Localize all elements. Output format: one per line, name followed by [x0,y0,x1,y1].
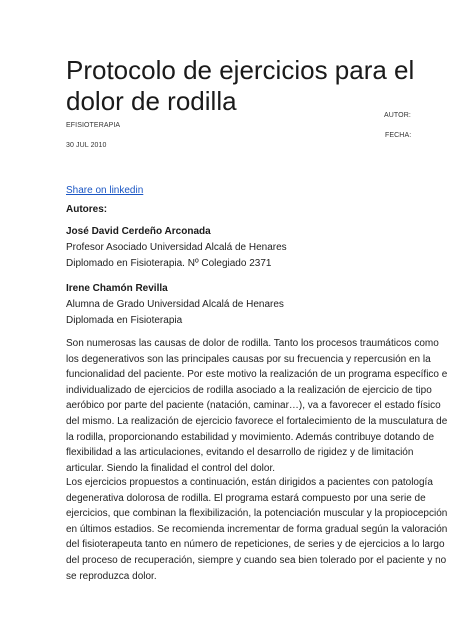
autor-label: AUTOR: [384,112,411,119]
author-affiliation: Alumna de Grado Universidad Alcalá de Henares [66,299,284,310]
page-title [66,55,426,117]
category-label: EFISIOTERAPIA [66,122,121,129]
paragraph-line: del mismo. La realización de ejercicio favorece el fortalecimiento de la musculatura de [66,415,448,427]
paragraph-line: individualizado de ejercicios de rodilla asociado a la realización de ejercicio de tipo [66,384,432,396]
body-paragraph-2 [66,475,447,584]
paragraph-line: Son numerosas las causas de dolor de rodilla. Tanto los procesos traumáticos como [66,338,439,349]
author-credential: Diplomada en Fisioterapia [66,315,183,326]
title-line-2: dolor de rodilla [66,86,237,116]
author-name: Irene Chamón Revilla [66,283,168,294]
author-name: José David Cerdeño Arconada [66,226,211,237]
paragraph-line: flexibilidad a las articulaciones, evitando el desarrollo de rigidez y de limitación [66,447,414,459]
share-linkedin-link[interactable]: Share on linkedin [66,185,144,196]
paragraph-line: del proceso de recuperación, siempre y cuando sea bien tolerado por el paciente y no [66,554,447,566]
paragraph-line: los degenerativos son las principales causas por su frecuencia y repercusión en la [66,353,431,365]
paragraph-line: articular. Siendo la finalidad el control del dolor. [66,462,276,474]
title-line-1: Protocolo de ejercicios para el [66,55,415,85]
body-paragraph-1 [66,336,447,476]
paragraph-line: la rodilla, proporcionando estabilidad y movimiento. Además contribuye dotando de [66,431,435,443]
paragraph-line: se reproduzca dolor. [66,570,157,582]
paragraph-line: Los ejercicios propuestos a continuación, están dirigidos a pacientes con patología [66,477,433,488]
paragraph-line: ejercicios, que combinan la flexibilización, la potenciación muscular y la propiocepción [66,508,448,520]
paragraph-line: funcionalidad del paciente. Por este motivo la realización de un programa específico e [66,369,448,381]
paragraph-line: aeróbico por parte del paciente (natación, caminar…), va a favorecer el estado físico [66,400,441,412]
paragraph-line: del fisioterapeuta tanto en número de repeticiones, de series y de ejercicios a lo largo [66,539,445,551]
publication-date: 30 JUL 2010 [66,142,107,149]
fecha-label: FECHA: [385,132,412,139]
paragraph-line: en últimos estadios. Se recomienda incrementar de forma gradual según la valoración [66,523,448,535]
author-affiliation: Profesor Asociado Universidad Alcalá de Henares [66,242,287,253]
author-credential: Diplomado en Fisioterapia. Nº Colegiado 2371 [66,258,272,269]
paragraph-line: degenerativa dolorosa de rodilla. El programa estará compuesto por una serie de [66,492,426,504]
authors-heading: Autores: [66,204,108,215]
